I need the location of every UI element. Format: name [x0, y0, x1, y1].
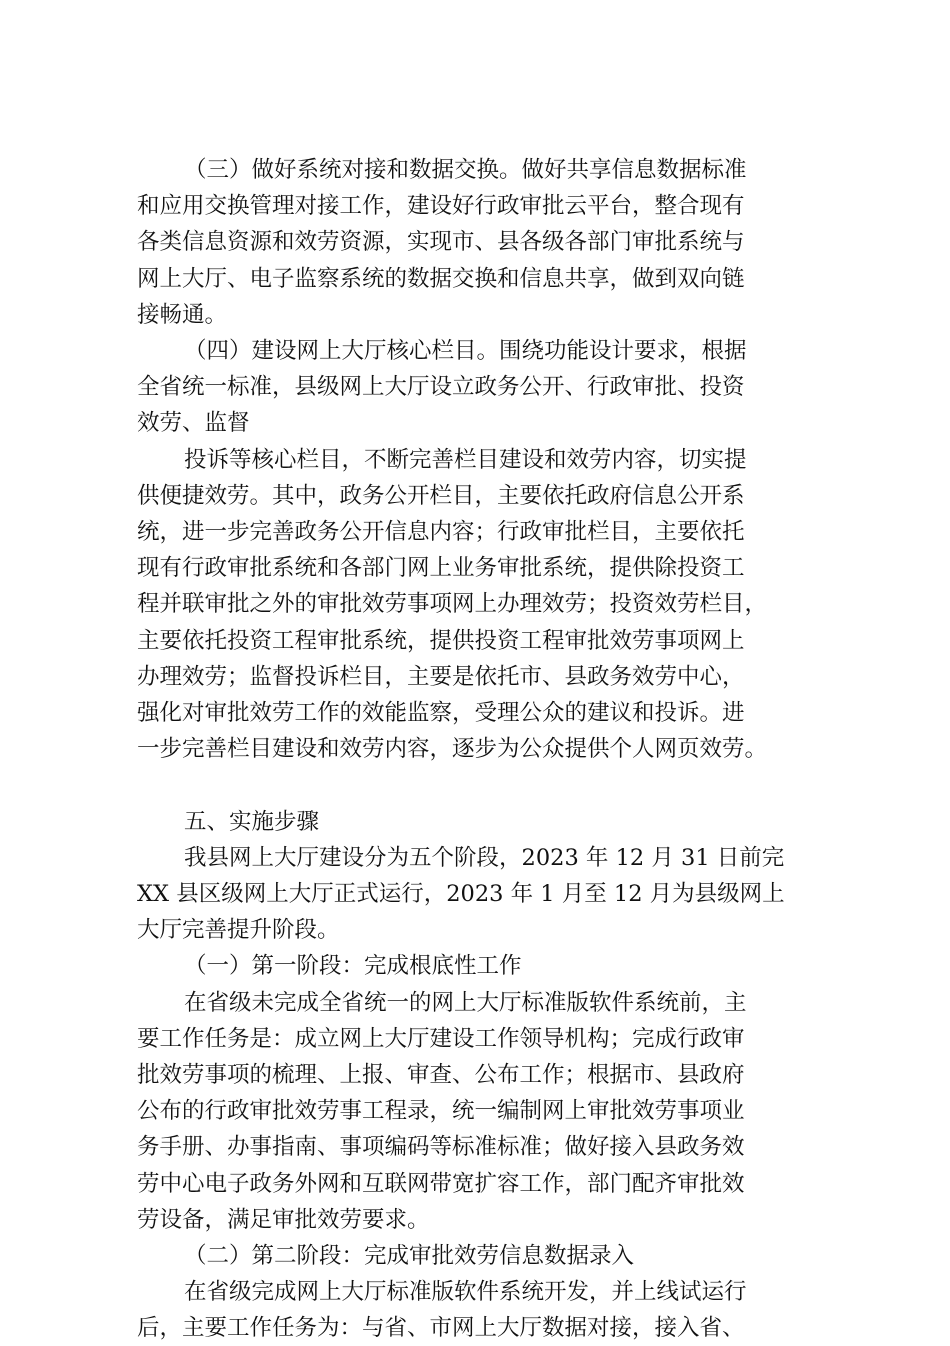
text-line: 供便捷效劳。其中，政务公开栏目，主要依托政府信息公开系 — [137, 482, 745, 509]
text-line: （四）建设网上大厅核心栏目。围绕功能设计要求，根据 — [184, 338, 747, 364]
text-line: 办理效劳；监督投诉栏目，主要是依托市、县政务效劳中心， — [137, 663, 745, 690]
text-line: 我县网上大厅建设分为五个阶段，2023 年 12 月 31 日前完 — [184, 844, 785, 871]
text-line: 要工作任务是：成立网上大厅建设工作领导机构；完成行政审 — [137, 1025, 745, 1052]
text-line: 后，主要工作任务为：与省、市网上大厅数据对接，接入省、 — [137, 1315, 745, 1342]
text-line: 和应用交换管理对接工作，建设好行政审批云平台，整合现有 — [137, 193, 745, 220]
text-line: 效劳、监督 — [137, 410, 250, 437]
text-line: 主要依托投资工程审批系统，提供投资工程审批效劳事项网上 — [137, 627, 745, 654]
text-line: 在省级未完成全省统一的网上大厅标准版软件系统前，主 — [184, 989, 747, 1016]
text-line: 统，进一步完善政务公开信息内容；行政审批栏目，主要依托 — [137, 519, 745, 545]
text-line: 程并联审批之外的审批效劳事项网上办理效劳；投资效劳栏目， — [137, 591, 768, 618]
text-line: 现有行政审批系统和各部门网上业务审批系统，提供除投资工 — [137, 555, 745, 582]
text-line: 在省级完成网上大厅标准版软件系统开发，并上线试运行 — [184, 1279, 747, 1306]
text-line: 五、实施步骤 — [184, 808, 320, 835]
text-line: 投诉等核心栏目，不断完善栏目建设和效劳内容，切实提 — [184, 446, 747, 473]
text-line: （二）第二阶段：完成审批效劳信息数据录入 — [184, 1243, 635, 1269]
text-line: 大厅完善提升阶段。 — [137, 917, 340, 944]
text-line: （一）第一阶段：完成根底性工作 — [184, 953, 522, 980]
text-line: 网上大厅、电子监察系统的数据交换和信息共享，做到双向链 — [137, 265, 745, 292]
text-line: 接畅通。 — [137, 301, 228, 328]
text-line: 务手册、办事指南、事项编码等标准标准；做好接入县政务效 — [137, 1134, 745, 1161]
text-line: （三）做好系统对接和数据交换。做好共享信息数据标准 — [184, 157, 747, 183]
text-line: 一步完善栏目建设和效劳内容，逐步为公众提供个人网页效劳。 — [137, 736, 768, 763]
text-line: 强化对审批效劳工作的效能监察，受理公众的建议和投诉。进 — [137, 700, 745, 726]
text-line: 全省统一标准，县级网上大厅设立政务公开、行政审批、投资 — [137, 374, 745, 401]
text-line: 劳设备，满足审批效劳要求。 — [137, 1206, 430, 1233]
text-line: 批效劳事项的梳理、上报、审查、公布工作；根据市、县政府 — [137, 1062, 745, 1088]
text-line: XX 县区级网上大厅正式运行，2023 年 1 月至 12 月为县级网上 — [137, 881, 785, 907]
text-line: 各类信息资源和效劳资源，实现市、县各级各部门审批系统与 — [137, 229, 745, 256]
text-line: 劳中心电子政务外网和互联网带宽扩容工作，部门配齐审批效 — [137, 1170, 745, 1197]
text-line: 公布的行政审批效劳事工程录，统一编制网上审批效劳事项业 — [137, 1098, 745, 1125]
